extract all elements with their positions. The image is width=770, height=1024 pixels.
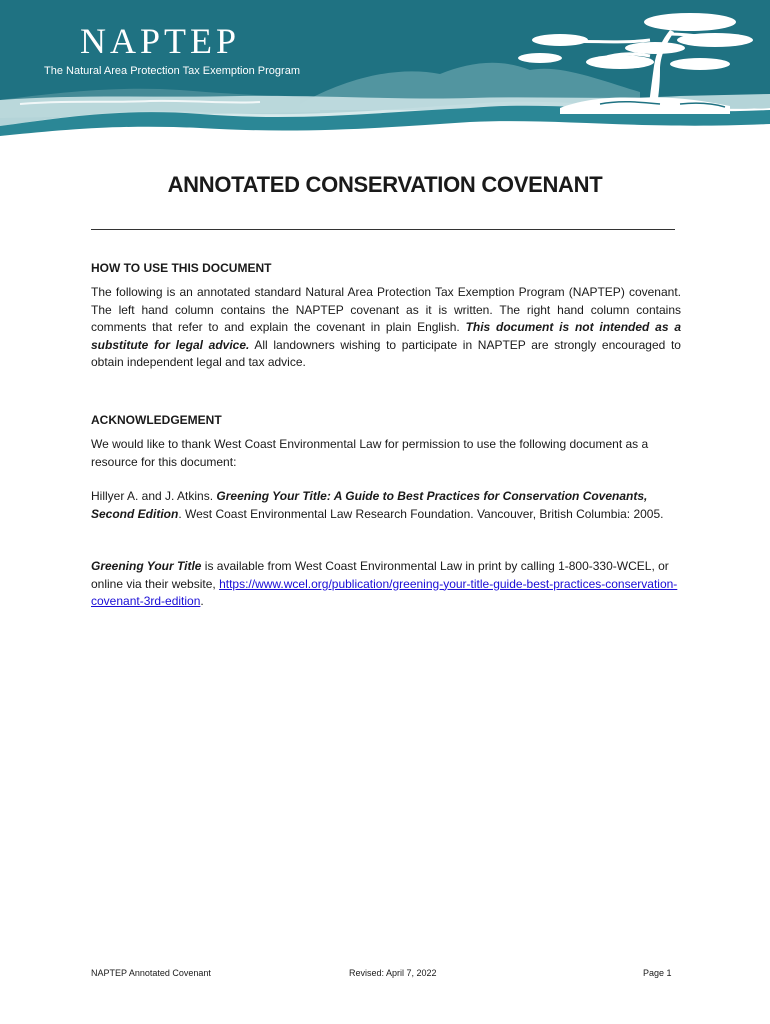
- wcel-link[interactable]: https://www.wcel.org/publication/greening-your-title-guide-best-practices-conservation-covenant-3rd-edition: [91, 576, 678, 608]
- availability-text: is available from West Coast Environmental Law in print by calling 1-800-330-WCEL, or online via their website,: [91, 559, 669, 591]
- availability-end: .: [200, 594, 204, 608]
- citation-details: . West Coast Environmental Law Research Foundation. Vancouver, British Columbia: 2005.: [178, 506, 664, 521]
- availability-paragraph: [91, 558, 681, 611]
- citation-paragraph: [91, 488, 681, 523]
- brand-tagline: The Natural Area Protection Tax Exemption Program: [44, 65, 300, 77]
- availability-title: Greening Your Title: [91, 559, 202, 573]
- document-title: ANNOTATED CONSERVATION COVENANT: [167, 172, 603, 197]
- how-to-paragraph: [91, 284, 681, 372]
- how-to-text-1: The following is an annotated standard Natural Area Protection Tax Exemption Program (NAPTEP) covenant. The left hand column contains the NAPTEP covenant as it is written. The right hand column contains comments that refer to and explain the covenant in plain English.: [91, 285, 681, 334]
- how-to-heading: HOW TO USE THIS DOCUMENT: [91, 261, 272, 275]
- citation-title: Greening Your Title: A Guide to Best Practices for Conservation Covenants, Second Edition: [91, 489, 648, 521]
- footer-revision-date: Revised: April 7, 2022: [349, 968, 437, 978]
- title-divider: [91, 229, 675, 230]
- acknowledgement-heading: ACKNOWLEDGEMENT: [91, 413, 222, 427]
- legal-advice-disclaimer: This document is not intended as a substitute for legal advice.: [91, 320, 681, 352]
- header-banner: [0, 0, 770, 140]
- how-to-text-2: All landowners wishing to participate in NAPTEP are strongly encouraged to obtain independent legal and tax advice.: [91, 337, 681, 369]
- footer-page-number: Page 1: [643, 968, 672, 978]
- brand-logo-text: NAPTEP: [80, 21, 241, 61]
- citation-authors: Hillyer A. and J. Atkins.: [91, 489, 217, 503]
- footer-document-name: NAPTEP Annotated Covenant: [91, 968, 211, 978]
- acknowledgement-intro: We would like to thank West Coast Environmental Law for permission to use the following document as a resource for this document:: [91, 437, 649, 469]
